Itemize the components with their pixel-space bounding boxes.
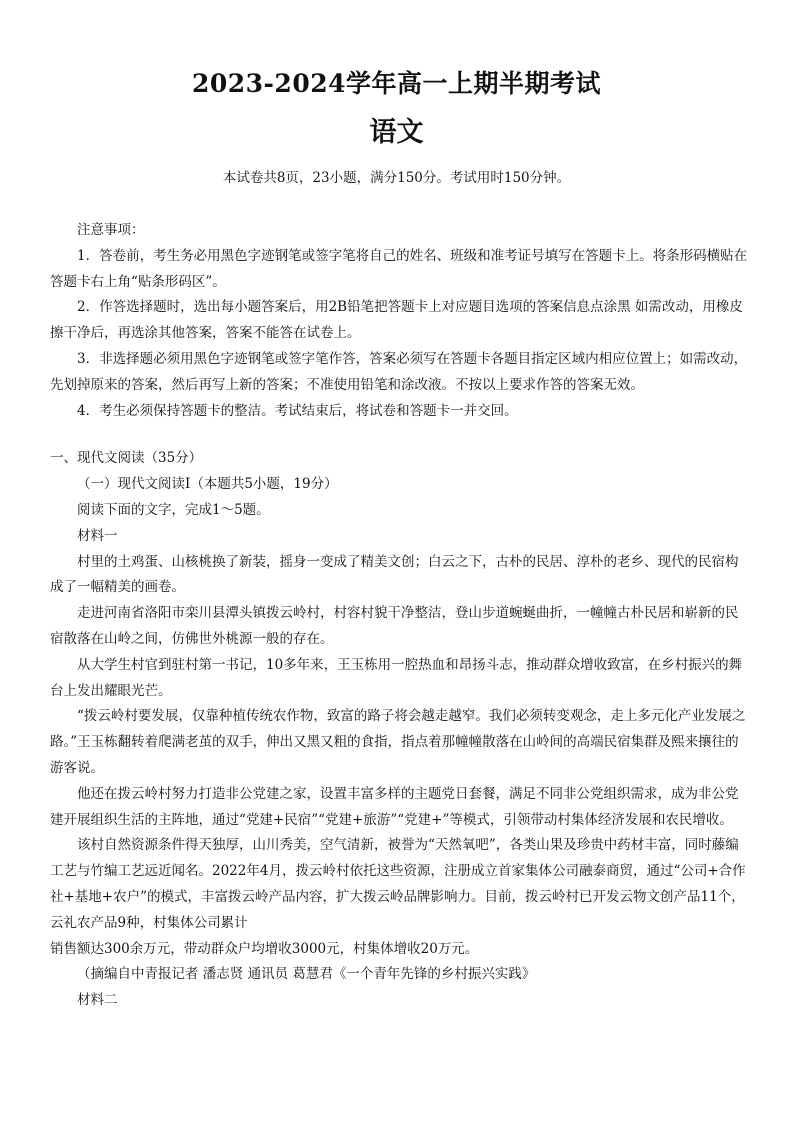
paragraph-continuation: 销售额达300余万元，带动群众户均增收3000元，村集体增收20万元。 [50, 940, 479, 957]
subsection-heading: （一）现代文阅读Ⅰ（本题共5小题，19分） [77, 476, 338, 493]
paragraph: 走进河南省洛阳市栾川县潭头镇拨云岭村，村容村貌干净整洁，登山步道蜿蜒曲折，一幢幢古朴民居和崭新的民宿散落在山岭之间，仿佛世外桃源一般的存在。 [50, 605, 739, 647]
material-one-label: 材料一 [77, 527, 118, 544]
section-spacer [50, 424, 750, 446]
exam-content [50, 218, 750, 1014]
paragraph: 村里的土鸡蛋、山核桃换了新装，摇身一变成了精美文创；白云之下，古朴的民居、淳朴的老乡、现代的民宿构成了一幅精美的画卷。 [50, 553, 739, 596]
notice-item-4: 4．考生必须保持答题卡的整洁。考试结束后，将试卷和答题卡一并交回。 [77, 402, 518, 419]
subject-title: 语文 [369, 117, 424, 148]
paragraph: 从大学生村官到驻村第一书记，10多年来，王玉栋用一腔热血和昂扬斗志，推动群众增收致富，在乡村振兴的舞台上发出耀眼光芒。 [50, 656, 743, 699]
notice-heading: 注意事项： [77, 222, 145, 238]
notice-item-1: 1．答卷前，考生务必用黑色字迹钢笔或签字笔将自己的姓名、班级和准考证号填写在答题卡上。将条形码横贴在答题卡右上角“贴条形码区”。 [50, 247, 748, 290]
exam-title: 2023-2024学年高一上期半期考试 [191, 69, 602, 98]
notice-item-3: 3．非选择题必须用黑色字迹钢笔或签字笔作答，答案必须写在答题卡各题目指定区域内相应位置上；如需改动，先划掉原来的答案，然后再写上新的答案；不准使用铅笔和涂改液。不按以上要求作答的答案无效。 [50, 350, 748, 393]
material-two-label: 材料二 [77, 992, 118, 1009]
reading-instruction: 阅读下面的文字，完成1～5题。 [77, 501, 270, 518]
paragraph: “拨云岭村要发展，仅靠种植传统农作物，致富的路子将会越走越窄。我们必须转变观念，走上多元化产业发展之路。”王玉栋翻转着爬满老茧的双手，伸出又黑又粗的食指，指点着那幢幢散落在山岭间的高端民宿集群及熙来攘往的游客说。 [50, 708, 746, 776]
paragraph: 该村自然资源条件得天独厚，山川秀美，空气清新，被誉为“天然氧吧”，各类山果及珍贵中药材丰富，同时藤编工艺与竹编工艺远近闻名。2022年4月，拨云岭村依托这些资源，注册成立首家集体公司融泰商贸，通过“公司+合作社+基地+农户”的模式，丰富拨云岭产品内容，扩大拨云岭品牌影响力。目前，拨云岭村已开发云物文创产品11个，云礼农产品9种，村集体公司累计 [50, 837, 746, 931]
source-citation: （摘编自中青报记者 潘志贤 通讯员 葛慧君《一个青年先锋的乡村振兴实践》 [77, 966, 536, 983]
section-heading: 一、现代文阅读（35分） [50, 450, 203, 467]
notice-item-2: 2．作答选择题时，选出每小题答案后，用2B铅笔把答题卡上对应题目选项的答案信息点涂黑 如需改动，用橡皮擦干净后，再选涂其他答案，答案不能答在试卷上。 [50, 299, 743, 342]
paragraph: 他还在拨云岭村努力打造非公党建之家，设置丰富多样的主题党日套餐，满足不同非公党组织需求，成为非公党建开展组织生活的主阵地，通过“党建+民宿”“党建+旅游”“党建+”等模式，引领带动村集体经济发展和农民增收。 [50, 785, 739, 828]
exam-intro: 本试卷共8页，23小题，满分150分。考试用时150分钟。 [222, 170, 571, 186]
